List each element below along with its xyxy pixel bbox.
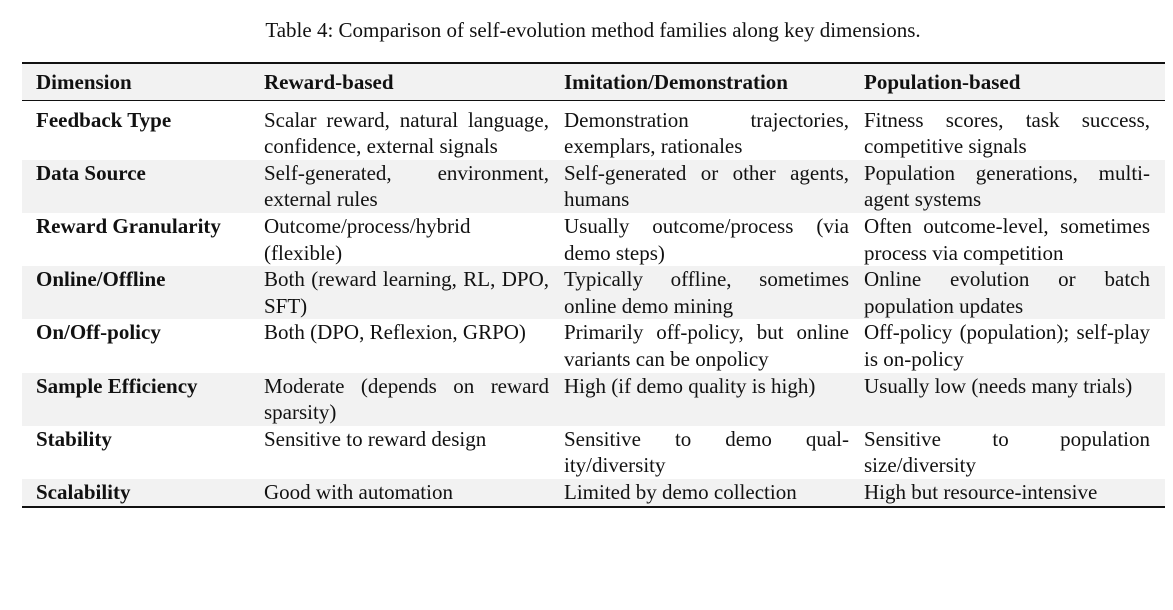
row-population-cell: High but resource-intensive [864,479,1098,504]
row-reward-cell: Good with automation [264,479,453,504]
row-dimension-cell: Stability [36,426,112,451]
row-reward-cell: Self-generated, environment, external rules [264,160,549,212]
row-imitation-cell: Typically offline, sometimes online demo mining [564,267,849,318]
table-row [22,160,1165,213]
table-row [22,213,1165,266]
comparison-table-container [22,62,1165,508]
row-population-cell: Online evolution or batch population updates [864,267,1150,318]
header-dimension: Dimension [36,70,132,94]
row-reward-cell: Outcome/process/hybrid (flexible) [264,213,471,265]
row-reward-cell: Scalar reward, natural language, confidence, external signals [264,107,549,159]
row-imitation-cell: Usually outcome/process (via demo steps) [564,213,849,265]
row-imitation-cell: Primarily off-policy, but online variants can be onpolicy [564,320,849,371]
header-reward-based: Reward-based [264,70,394,94]
table-row [22,100,1165,160]
table-row [22,266,1165,319]
row-reward-cell: Both (DPO, Reflexion, GRPO) [264,320,526,345]
row-imitation-cell: Limited by demo collection [564,479,797,504]
row-imitation-cell: Demonstration trajectories, exemplars, rationales [564,107,849,159]
comparison-table [22,62,1165,508]
row-population-cell: Sensitive to population size/diversity [864,426,1150,478]
table-caption: Table 4: Comparison of self-evolution method families along key dimensions. [265,18,921,42]
row-reward-cell: Moderate (depends on reward sparsity) [264,373,549,425]
row-reward-cell: Both (reward learning, RL, DPO, SFT) [264,267,549,318]
header-imitation: Imitation/Demonstration [564,70,788,94]
row-dimension-cell: Scalability [36,479,131,504]
row-reward-cell: Sensitive to reward design [264,426,487,451]
row-dimension-cell: Sample Efficiency [36,373,198,398]
table-row [22,319,1165,372]
row-population-cell: Off-policy (population); self-play is on-policy [864,320,1150,371]
header-population-based: Population-based [864,70,1021,94]
row-imitation-cell: Sensitive to demo quality/diversity [564,426,849,478]
row-dimension-cell: Reward Granularity [36,213,221,238]
row-dimension-cell: Feedback Type [36,107,172,132]
row-population-cell: Population generations, multi-agent systems [864,160,1150,212]
row-population-cell: Often outcome-level, sometimes process via competition [864,213,1150,265]
header-row [22,63,1165,100]
table-row [22,373,1165,426]
row-dimension-cell: Online/Offline [36,267,166,292]
row-imitation-cell: Self-generated or other agents, humans [564,160,849,212]
table-row [22,426,1165,479]
row-dimension-cell: On/Off-policy [36,320,161,345]
row-imitation-cell: High (if demo quality is high) [564,373,816,398]
row-population-cell: Usually low (needs many trials) [864,373,1133,398]
row-population-cell: Fitness scores, task success, competitive signals [864,107,1150,159]
row-dimension-cell: Data Source [36,160,146,185]
table-row [22,479,1165,507]
